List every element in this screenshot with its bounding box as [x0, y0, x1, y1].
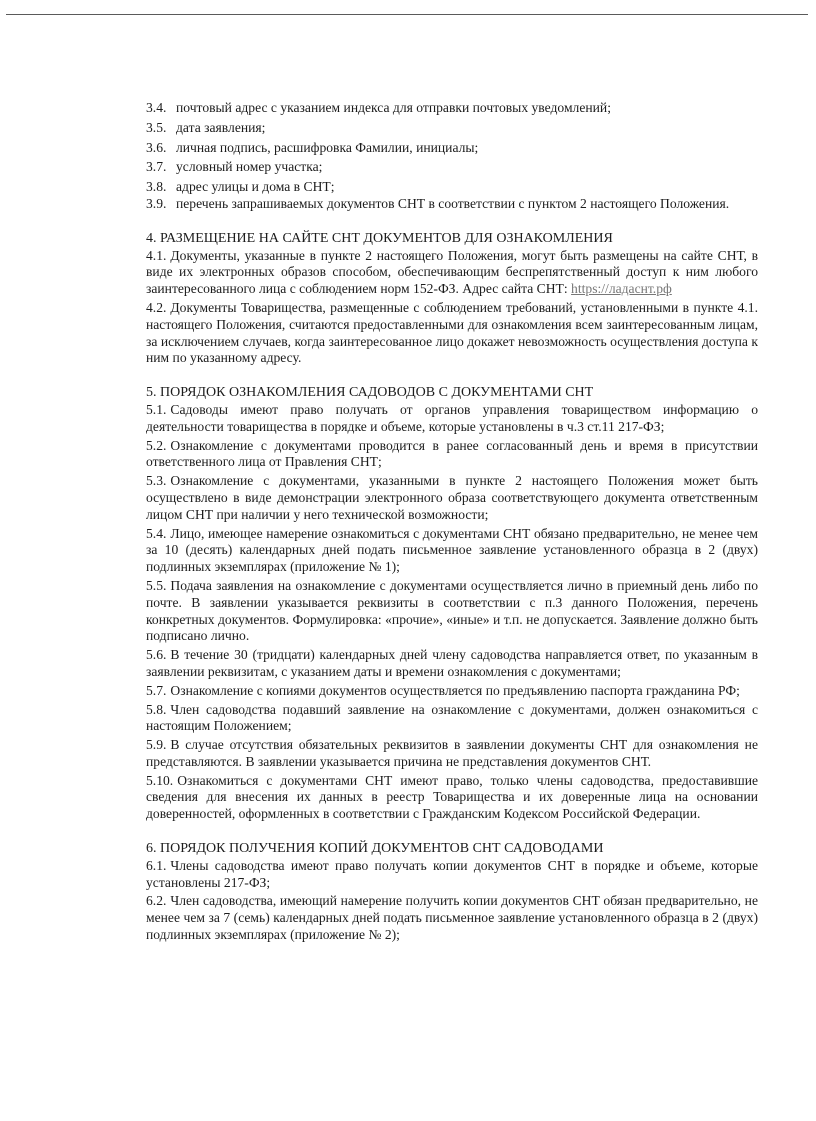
paragraph [146, 647, 758, 681]
paragraph-number: 4.2. [146, 299, 167, 315]
list-item [146, 100, 758, 117]
document-page [146, 100, 758, 946]
item-text: адрес улицы и дома в СНТ; [176, 179, 335, 195]
paragraph [146, 683, 758, 700]
item-number: 3.6. [146, 139, 167, 155]
site-link[interactable]: https://ладаснт.рф [571, 281, 672, 297]
paragraph-text: Подача заявления на ознакомление с документами осуществляется лично в приемный день либо по почте. В заявлении указывается реквизиты в соответствии с п.3 данного Положения, перечень конкретных документов. Формулировка: «прочие», «иные» и т.п. не допускается. Заявление должно быть подписано лично. [146, 577, 758, 644]
paragraph-number: 5.9. [146, 737, 167, 753]
section-5-title: 5. ПОРЯДОК ОЗНАКОМЛЕНИЯ САДОВОДОВ С ДОКУМЕНТАМИ СНТ [146, 385, 594, 401]
paragraph-number: 6.1. [146, 857, 167, 873]
item-number: 3.5. [146, 119, 167, 135]
paragraph-number: 5.10. [146, 772, 174, 788]
item-text: дата заявления; [176, 119, 266, 135]
section-4-title: 4. РАЗМЕЩЕНИЕ НА САЙТЕ СНТ ДОКУМЕНТОВ ДЛЯ ОЗНАКОМЛЕНИЯ [146, 230, 613, 246]
paragraph-text: Член садоводства подавший заявление на ознакомление с документами, должен ознакомиться с настоящим Положением; [146, 701, 758, 734]
section-6-title: 6. ПОРЯДОК ПОЛУЧЕНИЯ КОПИЙ ДОКУМЕНТОВ СНТ САДОВОДАМИ [146, 841, 604, 857]
list-item [146, 159, 758, 176]
item-number: 3.9. [146, 195, 167, 211]
paragraph-number: 5.2. [146, 437, 167, 453]
section-6-body [146, 858, 758, 944]
item-number: 3.7. [146, 159, 167, 175]
list-section-3 [146, 100, 758, 213]
paragraph-number: 5.5. [146, 577, 167, 593]
paragraph-number: 6.2. [146, 893, 167, 909]
paragraph-text: В течение 30 (тридцати) календарных дней члену садоводства направляется ответ, по указанным в заявлении реквизитам, с указанием даты и времени ознакомления с документами; [146, 647, 758, 679]
paragraph-number: 5.7. [146, 682, 167, 698]
paragraph-text: Ознакомление с документами проводится в ранее согласованный день и время в присутствии ответственного лица от Правления СНТ; [146, 437, 758, 470]
paragraph-text: Ознакомление с копиями документов осуществляется по предъявлению паспорта гражданина РФ; [170, 682, 740, 698]
item-number: 3.4. [146, 100, 167, 115]
paragraph [146, 702, 758, 736]
paragraph-number: 5.4. [146, 525, 167, 541]
paragraph-text: В случае отсутствия обязательных реквизитов в заявлении документы СНТ для ознакомления не представляются. В заявлении указывается причина не представления документов СНТ. [146, 737, 758, 769]
item-text: почтовый адрес с указанием индекса для отправки почтовых уведомлений; [176, 100, 611, 115]
paragraph-text: Член садоводства, имеющий намерение получить копии документов СНТ обязан предварительно, не менее чем за 7 (семь) календарных дней подать письменное заявление установленного образца в 2 (двух) подлинных экземплярах (приложение № 2); [146, 893, 758, 943]
paragraph-4-2 [146, 300, 758, 367]
paragraph [146, 473, 758, 523]
paragraph-4-1 [146, 248, 758, 298]
paragraph [146, 526, 758, 576]
paragraph-text: Лицо, имеющее намерение ознакомиться с документами СНТ обязано предварительно, не менее чем за 10 (десять) календарных дней подать письменное заявление установленного образца в 2 (двух) подлинных экземплярах (приложение № 1); [146, 525, 758, 575]
item-number: 3.8. [146, 179, 167, 195]
paragraph [146, 893, 758, 943]
top-rule [6, 14, 808, 15]
paragraph-text: Документы Товарищества, размещенные с соблюдением требований, установленными в пункте 4.1. настоящего Положения, считаются предоставленными для ознакомления всем заинтересованным лицам, за исключением случаев, когда заинтересованное лицо докажет невозможность осуществления доступа к ним по указанному адресу. [146, 299, 758, 366]
paragraph [146, 858, 758, 892]
paragraph-text: Ознакомление с документами, указанными в пункте 2 настоящего Положения может быть осуществлено в виде демонстрации электронного образа соответствующего документа ответственным лицом СНТ при наличии у него технической возможности; [146, 473, 758, 522]
paragraph-number: 4.1. [146, 247, 167, 263]
item-text: условный номер участка; [176, 159, 323, 175]
paragraph-number: 5.8. [146, 701, 167, 717]
item-text: личная подпись, расшифровка Фамилии, инициалы; [176, 139, 479, 155]
paragraph-number: 5.6. [146, 647, 167, 663]
list-item [146, 120, 758, 137]
list-item [146, 196, 758, 213]
paragraph [146, 773, 758, 823]
paragraph-text: Члены садоводства имеют право получать копии документов СНТ в порядке и объеме, которые установлены 217-ФЗ; [146, 857, 758, 890]
list-item [146, 140, 758, 157]
item-text: перечень запрашиваемых документов СНТ в соответствии с пунктом 2 настоящего Положения. [176, 195, 730, 211]
section-5-body [146, 402, 758, 823]
paragraph-text: Садоводы имеют право получать от органов управления товариществом информацию о деятельности товарищества в порядке и объеме, которые установлены в ч.3 ст.11 217-ФЗ; [146, 401, 758, 434]
paragraph [146, 438, 758, 472]
paragraph-number: 5.3. [146, 473, 167, 489]
paragraph [146, 578, 758, 645]
paragraph [146, 402, 758, 436]
paragraph-number: 5.1. [146, 401, 167, 417]
paragraph-text: Документы, указанные в пункте 2 настоящего Положения, могут быть размещены на сайте СНТ, в виде их электронных образов способом, обеспечивающим беспрепятственный доступ к ним любого заинтересованного лица с соблюдением норм 152-ФЗ. Адрес сайта СНТ: [146, 247, 758, 297]
paragraph [146, 737, 758, 771]
list-item [146, 179, 758, 196]
paragraph-text: Ознакомиться с документами СНТ имеют право, только члены садоводства, предоставившие сведения для внесения их данных в реестр Товарищества и их доверенные лица на основании доверенностей, оформленных в соответствии с Гражданским Кодексом Российской Федерации. [146, 772, 758, 822]
